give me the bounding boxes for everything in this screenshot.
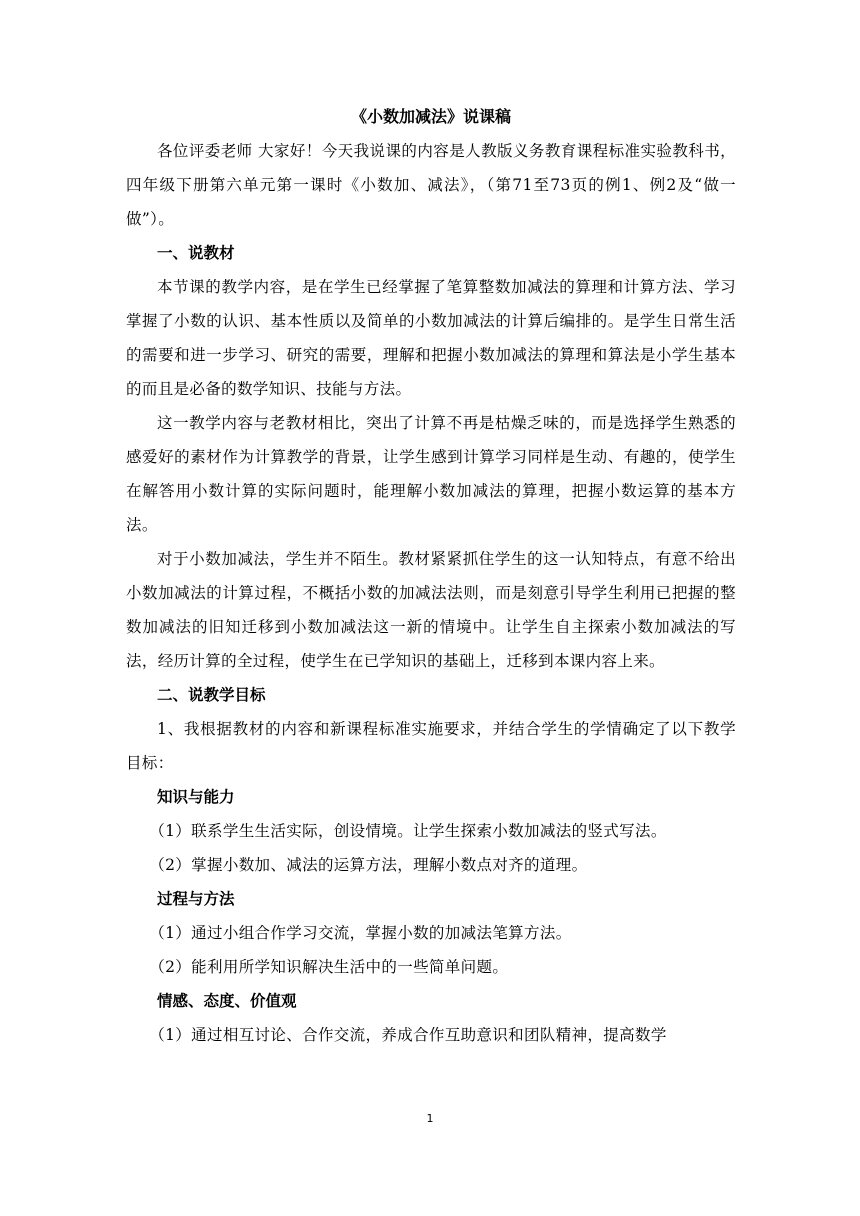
body-paragraph: 对于小数加减法，学生并不陌生。教材紧紧抓住学生的这一认知特点，有意不给出小数加减法的计算过程，不概括小数的加减法法则，而是刻意引导学生利用已把握的整数加减法的旧知迁移到小数加减法这一新的情境中。让学生自主探索小数加减法的写法，经历计算的全过程，使学生在已学知识的基础上，迁移到本课内容上来。 — [126, 550, 736, 670]
intro-paragraph: 各位评委老师 大家好！今天我说课的内容是人教版义务教育课程标准实验教科书，四年级下册第六单元第一课时《小数加、减法》，（第71至73页的例1、例2及“做一做”）。 — [126, 142, 736, 228]
goal-item: （1）联系学生生活实际，创设情境。让学生探索小数加减法的竖式写法。 — [149, 822, 667, 840]
goal-item: （2）能利用所学知识解决生活中的一些简单问题。 — [149, 958, 509, 976]
subheading-knowledge-ability: 知识与能力 — [157, 787, 235, 806]
section-heading-teaching-material: 一、说教材 — [157, 243, 235, 262]
goal-item: （2）掌握小数加、减法的运算方法，理解小数点对齐的道理。 — [149, 856, 588, 874]
goal-item: （1）通过相互讨论、合作交流，养成合作互助意识和团队精神，提高数学 — [149, 1026, 667, 1044]
body-paragraph: 本节课的教学内容，是在学生已经掌握了笔算整数加减法的算理和计算方法、学习掌握了小数的认识、基本性质以及简单的小数加减法的计算后编排的。是学生日常生活的需要和进一步学习、研究的需要，理解和把握小数加减法的算理和算法是小学生基本的而且是必备的数学知识、技能与方法。 — [126, 278, 736, 398]
document-title: 《小数加减法》说课稿 — [350, 107, 511, 126]
goal-item: （1）通过小组合作学习交流，掌握小数的加减法笔算方法。 — [149, 924, 572, 942]
subheading-emotion-attitude-values: 情感、态度、价值观 — [157, 991, 297, 1010]
document-body — [126, 100, 736, 1052]
goals-intro-paragraph: 1、我根据教材的内容和新课程标准实施要求，并结合学生的学情确定了以下教学目标： — [126, 720, 736, 772]
subheading-process-method: 过程与方法 — [157, 889, 235, 908]
page-number: 1 — [426, 1112, 434, 1125]
body-paragraph: 这一教学内容与老教材相比，突出了计算不再是枯燥乏味的，而是选择学生熟悉的感爱好的素材作为计算教学的背景，让学生感到计算学习同样是生动、有趣的，使学生在解答用小数计算的实际问题时，能理解小数加减法的算理，把握小数运算的基本方法。 — [126, 414, 736, 534]
section-heading-teaching-goals: 二、说教学目标 — [157, 685, 266, 704]
